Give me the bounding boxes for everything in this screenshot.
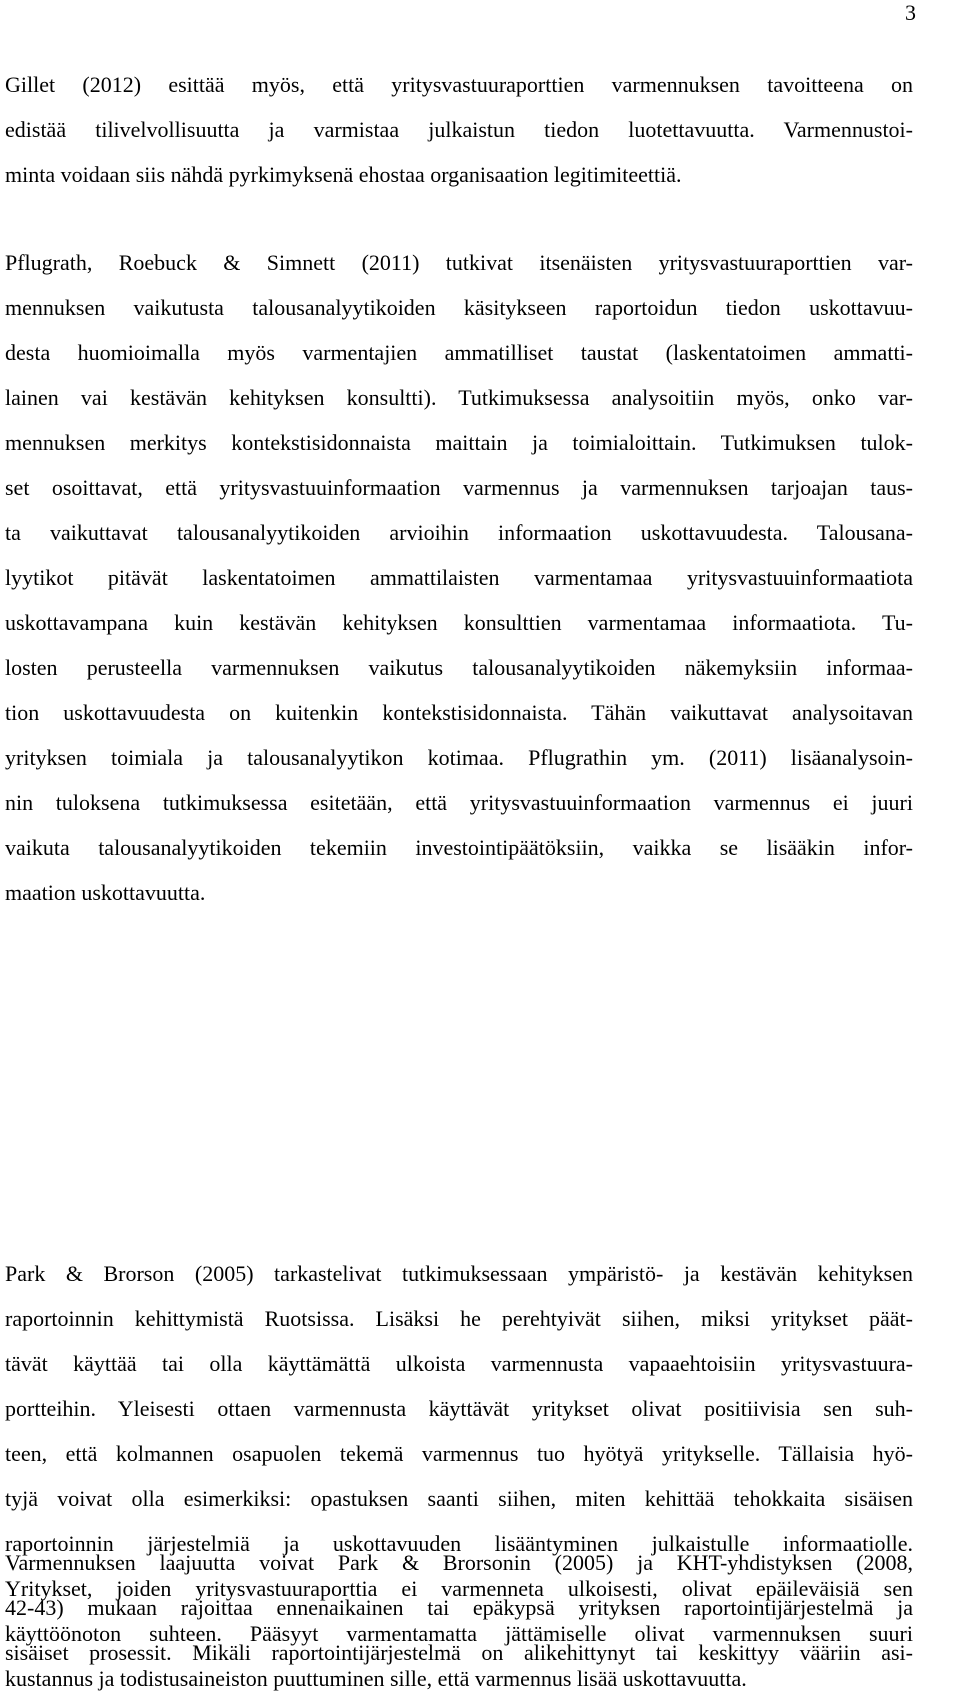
text-line: Gillet (2012) esittää myös, että yritysvastuuraporttien varmennuksen tavoitteena on (5, 72, 913, 97)
text-line: set osoittavat, että yritysvastuuinformaation varmennus ja varmennuksen tarjoajan taus- (5, 475, 913, 500)
paragraph-4 (5, 1540, 913, 1675)
text-line: desta huomioimalla myös varmentajien ammatilliset taustat (laskentatoimen ammatti- (5, 340, 913, 365)
text-line: Yritykset, joiden yritysvastuuraporttia ei varmenneta ulkoisesti, olivat epäileväisiä sen (5, 1576, 913, 1601)
page-number: 3 (905, 0, 916, 25)
text-line: uskottavampana kuin kestävän kehityksen konsulttien varmentamaa informaatiota. Tu- (5, 610, 913, 635)
text-line: mennuksen vaikutusta talousanalyytikoiden käsitykseen raportoidun tiedon uskottavuu- (5, 295, 913, 320)
text-line: lyytikot pitävät laskentatoimen ammattilaisten varmentamaa yritysvastuuinformaatiota (5, 565, 913, 590)
text-line: ta vaikuttavat talousanalyytikoiden arvioihin informaation uskottavuudesta. Talousana- (5, 520, 913, 545)
text-line: mennuksen merkitys kontekstisidonnaista maittain ja toimialoittain. Tutkimuksen tulok- (5, 430, 913, 455)
text-line: yrityksen toimiala ja talousanalyytikon kotimaa. Pflugrathin ym. (2011) lisäanalysoin- (5, 745, 913, 770)
text-line: 42-43) mukaan rajoittaa ennenaikainen tai epäkypsä yrityksen raportointijärjestelmä ja (5, 1595, 913, 1620)
text-line: tävät käyttää tai olla käyttämättä ulkoista varmennusta vapaaehtoisiin yritysvastuura- (5, 1351, 913, 1376)
text-line: portteihin. Yleisesti ottaen varmennusta käyttävät yritykset olivat positiivisia sen suh- (5, 1396, 913, 1421)
text-line: Varmennuksen laajuutta voivat Park & Brorsonin (2005) ja KHT-yhdistyksen (2008, (5, 1550, 913, 1575)
text-line: losten perusteella varmennuksen vaikutus talousanalyytikoiden näkemyksiin informaa- (5, 655, 913, 680)
text-line: nin tuloksena tutkimuksessa esitetään, että yritysvastuuinformaation varmennus ei juuri (5, 790, 913, 815)
text-line: edistää tilivelvollisuutta ja varmistaa julkaistun tiedon luotettavuutta. Varmennustoi- (5, 117, 913, 142)
text-line: sisäiset prosessit. Mikäli raportointijärjestelmä on alikehittynyt tai keskittyy vääriin asi- (5, 1640, 913, 1665)
text-line: Pflugrath, Roebuck & Simnett (2011) tutkivat itsenäisten yritysvastuuraporttien var- (5, 250, 913, 275)
text-line: minta voidaan siis nähdä pyrkimyksenä ehostaa organisaation legitimiteettiä. (5, 162, 682, 187)
text-line: Park & Brorson (2005) tarkastelivat tutkimuksessaan ympäristö- ja kestävän kehityksen (5, 1261, 913, 1286)
text-line: teen, että kolmannen osapuolen tekemä varmennus tuo hyötyä yritykselle. Tällaisia hyö- (5, 1441, 913, 1466)
text-line: raportoinnin järjestelmiä ja uskottavuuden lisääntyminen julkaistulle informaatiolle. (5, 1531, 913, 1556)
text-line: lainen vai kestävän kehityksen konsultti). Tutkimuksessa analysoitiin myös, onko var- (5, 385, 913, 410)
text-line: kustannus ja todistusaineiston puuttuminen sille, että varmennus lisää uskottavuutta. (5, 1666, 747, 1691)
text-line: tyjä voivat olla esimerkiksi: opastuksen saanti siihen, miten kehittää tehokkaita sisäisen (5, 1486, 913, 1511)
text-line: tion uskottavuudesta on kuitenkin kontekstisidonnaista. Tähän vaikuttavat analysoitavan (5, 700, 913, 725)
text-line: raportoinnin kehittymistä Ruotsissa. Lisäksi he perehtyivät siihen, miksi yritykset päät- (5, 1306, 913, 1331)
text-line: vaikuta talousanalyytikoiden tekemiin investointipäätöksiin, vaikka se lisääkin infor- (5, 835, 913, 860)
text-line: maation uskottavuutta. (5, 880, 206, 905)
text-line: käyttöönoton suhteen. Pääsyyt varmentamatta jättämiselle olivat varmennuksen suuri (5, 1621, 913, 1646)
paragraph-2 (5, 240, 913, 915)
paragraph-1 (5, 62, 913, 197)
